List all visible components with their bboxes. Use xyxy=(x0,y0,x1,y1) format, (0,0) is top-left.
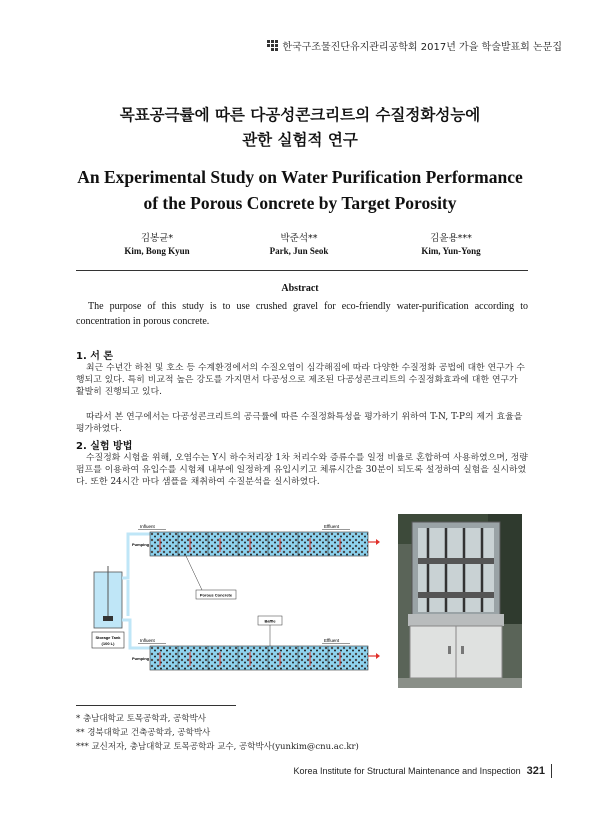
author-2 xyxy=(234,232,364,258)
page-number: 321 xyxy=(526,765,545,777)
journal-header xyxy=(267,38,562,53)
author-3 xyxy=(386,232,516,258)
storage-tank-capacity: (100 L) xyxy=(101,641,115,646)
header-dots-icon xyxy=(267,40,278,51)
author-3-en: Kim, Yun-Yong xyxy=(421,246,481,256)
journal-name: 한국구조물진단유지관리공학회 2017년 가을 학술발표회 논문집 xyxy=(282,42,562,53)
title-english-line2: of the Porous Concrete by Target Porosity xyxy=(143,193,457,213)
section-2-para-1: 수질정화 시험을 위해, 오염수는 Y시 하수처리장 1차 처리수와 증류수를 일정 비율로 혼합하여 사용하였으며, 정량펌프를 이용하여 유입수를 시험체 내부에 일정하게 유입시키고 체류시간을 30분이 되도록 설정하여 실험을 실시하였다. 또한 24시간 마다 샘플을 채취하여 수질분석을 실시하였다. xyxy=(76,453,528,488)
footnote-divider xyxy=(76,705,236,706)
influent-label-upper: Influent xyxy=(140,524,155,529)
section-1-heading: 1. 서 론 xyxy=(76,351,114,362)
author-divider xyxy=(76,270,528,271)
section-1-para-1: 최근 수년간 하천 및 호소 등 수계환경에서의 수질오염이 심각해짐에 따라 다양한 수질정화 공법에 대한 연구가 수행되고 있다. 특히 비교적 높은 강도를 가지면서 다공성으로 제조된 다공성콘크리트의 수질정화효과에 대한 연구가 활발히 진행되고 있다. xyxy=(76,363,525,398)
effluent-label-lower: Effluent xyxy=(324,638,340,643)
footer-institute: Korea Institute for Structural Maintenance and Inspection xyxy=(293,766,521,776)
footnote-2: ** 경북대학교 건축공학과, 공학박사 xyxy=(76,728,211,738)
footnote-3: *** 교신저자, 충남대학교 토목공학과 교수, 공학박사(yunkim@cnu.ac.kr) xyxy=(76,742,359,752)
abstract-body: The purpose of this study is to use crushed gravel for eco-friendly water-purification according to concentration in porous concrete. xyxy=(76,301,528,327)
author-2-ko: 박준석** xyxy=(280,233,318,244)
pipe-lower xyxy=(122,620,150,648)
abstract-heading: Abstract xyxy=(281,283,319,294)
section-2-heading: 2. 실험 방법 xyxy=(76,441,133,452)
title-korean-line1: 목표공극률에 따른 다공성콘크리트의 수질정화성능에 xyxy=(119,106,481,124)
title-korean-line2: 관한 실험적 연구 xyxy=(242,131,358,149)
baffle-label: Baffle xyxy=(264,618,276,624)
pumping-label-lower: Pumping xyxy=(132,656,150,661)
footer-bar xyxy=(551,764,552,778)
setup-schematic-figure xyxy=(90,520,390,680)
porous-concrete-label: Porous Concrete xyxy=(199,592,233,598)
apparatus-photo xyxy=(398,514,522,688)
title-english-line1: An Experimental Study on Water Purification Performance xyxy=(77,167,523,187)
influent-label-lower: Influent xyxy=(140,638,155,643)
author-1-ko: 김봉균* xyxy=(140,233,174,244)
storage-tank-label: Storage Tank xyxy=(95,635,121,640)
effluent-label-upper: Effluent xyxy=(324,524,340,529)
section-1-para-2: 따라서 본 연구에서는 다공성콘크리트의 공극률에 따른 수질정화특성을 평가하기 위하여 T-N, T-P의 제거 효율을 평가하였다. xyxy=(76,412,523,435)
author-3-ko: 김윤용*** xyxy=(430,233,472,244)
pumping-label-upper: Pumping xyxy=(132,542,150,547)
author-2-en: Park, Jun Seok xyxy=(269,246,329,256)
lower-porous-channel xyxy=(150,646,368,670)
author-1-en: Kim, Bong Kyun xyxy=(124,246,190,256)
upper-porous-channel xyxy=(150,532,368,556)
footnote-1: * 충남대학교 토목공학과, 공학박사 xyxy=(76,714,207,724)
author-1 xyxy=(92,232,222,258)
pipe-upper xyxy=(122,534,150,578)
page-footer xyxy=(294,764,553,778)
